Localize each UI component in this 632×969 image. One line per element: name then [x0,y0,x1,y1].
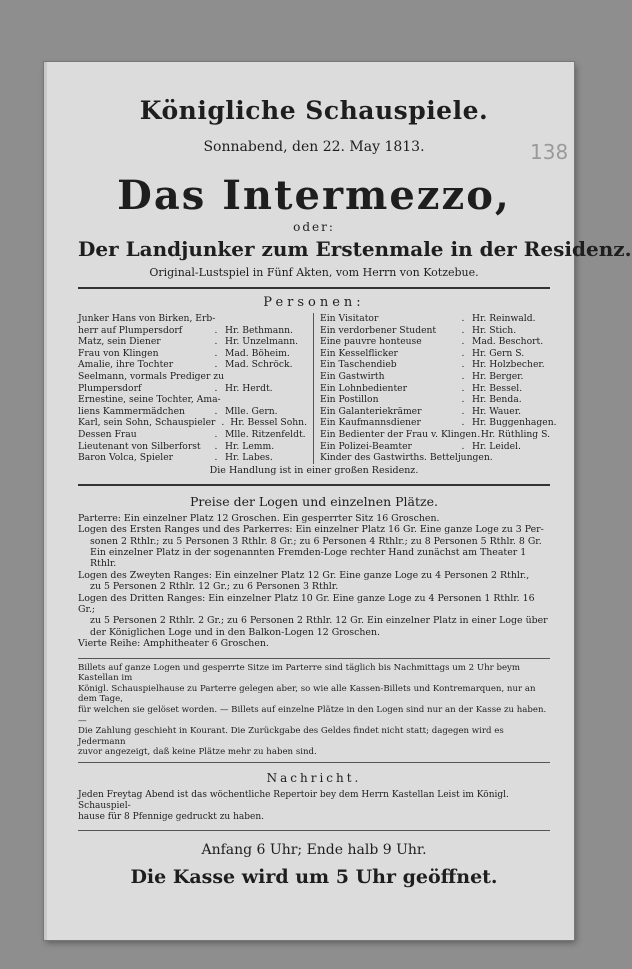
cast-row [320,325,550,337]
cast-row [78,336,307,348]
cast-role: Karl, sein Sohn, Schauspieler [78,417,216,429]
billets-line: für welchen sie gelöset worden. — Billets auf einzelne Plätze in den Logen sind nur an der Kasse zu haben. — [78,704,547,726]
dot-leader: . [221,417,225,429]
theatre-header: Königliche Schauspiele. [139,96,489,125]
billets-line: Königl. Schauspielhause zu Parterre gelegen aber, so wie alle Kassen-Billets und Kontremarquen, nur an dem Tage, [78,683,536,705]
nachricht-line: Jeden Freytag Abend ist das wöchentliche Repertoir bey dem Herrn Kastellan Leist im Königl. Schauspiel- [78,789,509,811]
cast-actor: Hr. Leidel. [472,440,521,452]
cast-role: Ein Taschendieb [320,359,397,371]
cast-actor: Hr. Rüthling S. [480,428,550,440]
cast-actor: Hr. Bethmann. [225,324,293,336]
cast-column-right [314,313,557,464]
cast-row [78,359,307,371]
cast-row [320,313,550,325]
cast-role: Ein Kaufmannsdiener [320,417,421,429]
pencil-annotation: 138 [530,140,569,164]
cast-row [320,383,550,395]
dot-leader [493,452,504,464]
cast-row [320,441,550,453]
prices-list [78,513,550,650]
cast-row [78,371,307,383]
dot-leader: . [461,324,465,336]
price-line: Parterre: Ein einzelner Platz 12 Groschen. Ein gesperrter Sitz 16 Groschen. [78,512,440,524]
divider [78,484,550,486]
dot-leader: . [461,394,465,406]
dot-leader: . [461,359,465,371]
box-office-opening: Die Kasse wird um 5 Uhr geöffnet. [130,865,498,888]
price-line: Logen des Zweyten Ranges: Ein einzelner Platz 12 Gr. Eine ganze Loge zu 4 Personen 2 Rthlr., [78,569,530,581]
cast-row [320,336,550,348]
dot-leader: . [461,405,465,417]
cast-actor [239,371,307,383]
dot-leader: . [214,359,218,371]
dot-leader: . [461,313,465,324]
dot-leader: . [214,336,218,348]
cast-row [320,348,550,360]
dot-leader: . [214,405,218,417]
cast-actor: Hr. Buggenhagen. [472,417,557,429]
dot-leader: . [214,382,218,394]
cast-role: Dessen Frau [78,428,137,440]
cast-actor: Hr. Wauer. [472,405,522,417]
cast-role: liens Kammermädchen [78,405,185,417]
cast-role: Frau von Klingen [78,347,159,359]
dot-leader [221,394,237,406]
nachricht-text [78,790,550,823]
dot-leader: . [477,428,481,440]
cast-row [320,417,557,429]
cast-role: Amalie, ihre Tochter [78,359,174,371]
nachricht-line: hause für 8 Pfennige gedruckt zu haben. [78,811,264,822]
cast-role: Ein Lohnbedienter [320,382,407,394]
cast-row [78,383,307,395]
dot-leader: . [214,440,218,452]
cast-row [78,417,307,429]
cast-row [78,394,307,406]
cast-actor: Hr. Lemm. [225,440,275,452]
dot-leader [215,313,232,325]
billets-line: Die Zahlung geschieht in Kourant. Die Zurückgabe des Geldes findet nicht statt; dagegen wird es Jedermann [78,726,504,747]
price-line: Ein einzelner Platz in der sogenannten Fremden-Loge rechter Hand zunächst am Theater 1 Rthlr. [90,546,527,570]
cast-column-left [78,313,314,464]
price-line: zu 5 Personen 2 Rthlr. 2 Gr.; zu 6 Personen 2 Rthlr. 12 Gr. Ein einzelner Platz in einer Loge über [90,615,548,627]
cast-actor: Mad. Böheim. [225,347,290,359]
dot-leader: . [214,347,218,359]
cast-actor: Hr. Labes. [225,452,273,464]
cast-row [78,325,307,337]
dot-leader: . [214,324,218,336]
cast-role: herr auf Plumpersdorf [78,324,183,336]
dot-leader: . [461,417,465,429]
cast-role: Ein Bedienter der Frau v. Klingen [320,428,477,440]
cast-role: Kinder des Gastwirths. Betteljungen. [320,452,493,464]
cast-role: Ernestine, seine Tochter, Ama- [78,394,221,406]
cast-actor: Hr. Berger. [472,370,524,382]
cast-actor: Mlle. Gern. [225,405,278,417]
prices-heading: Preise der Logen und einzelnen Plätze. [190,493,438,509]
price-line: der Königlichen Loge und in den Balkon-Logen 12 Groschen. [90,626,380,638]
cast-row [78,313,307,325]
cast-actor [232,313,307,325]
cast-role: Ein Polizei-Beamter [320,440,412,452]
cast-row [320,359,550,371]
handlung-note: Die Handlung ist in einer großen Residenz. [209,464,419,476]
divider [78,830,550,831]
performance-date: Sonnabend, den 22. May 1813. [203,139,425,155]
cast-role: Ein Postillon [320,394,379,406]
cast-actor: Hr. Reinwald. [472,313,536,324]
dot-leader: . [214,428,218,440]
cast-actor: Hr. Stich. [472,324,517,336]
cast-actor: Hr. Holzbecher. [472,359,545,371]
dot-leader: . [461,336,465,348]
dot-leader: . [461,440,465,452]
billets-line: Billets auf ganze Logen und gesperrte Sitze im Parterre sind täglich bis Nachmittags um 2 Uhr beym Kastellan im [78,662,521,684]
cast-actor [236,394,307,406]
cast-role: Ein Visitator [320,313,379,324]
cast-row [320,406,550,418]
cast-actor: Hr. Herdt. [225,382,273,394]
cast-row [78,452,307,464]
dot-leader [224,371,239,383]
nachricht-heading: Nachricht. [266,770,362,785]
cast-row [320,394,550,406]
cast-role: Ein Galanteriekrämer [320,405,422,417]
cast-row [78,429,307,441]
cast-list [78,313,557,464]
cast-role: Ein Gastwirth [320,370,385,382]
cast-role: Plumpersdorf [78,382,142,394]
price-line: Vierte Reihe: Amphitheater 6 Groschen. [78,638,269,650]
play-genre: Original-Lustspiel in Fünf Akten, vom Herrn von Kotzebue. [149,266,479,279]
cast-role: Matz, sein Diener [78,336,161,348]
price-line: sonen 2 Rthlr.; zu 5 Personen 3 Rthlr. 8 Gr.; zu 6 Personen 4 Rthlr.; zu 8 Personen 5 Rthlr. 8 Gr. [90,535,542,547]
divider [78,287,550,289]
cast-actor: Mlle. Ritzenfeldt. [225,428,306,440]
cast-role: Eine pauvre honteuse [320,336,422,348]
cast-row [78,406,307,418]
playbill-content [78,90,632,889]
cast-actor: Hr. Bessel. [472,382,523,394]
cast-actor: Mad. Schröck. [225,359,293,371]
cast-row [320,371,550,383]
play-subtitle: Der Landjunker zum Erstenmale in der Residenz. [78,237,632,261]
dot-leader: . [461,370,465,382]
cast-actor: Mad. Beschort. [472,336,544,348]
cast-role: Lieutenant von Silberforst [78,440,201,452]
cast-actor: Hr. Benda. [472,394,522,406]
billets-line: zuvor angezeigt, daß keine Plätze mehr zu haben sind. [78,747,317,758]
dot-leader: . [461,347,465,359]
billets-notice [78,658,550,763]
cast-role: Ein Kesselflicker [320,347,398,359]
dot-leader: . [214,452,218,464]
cast-row [78,348,307,360]
start-end-time: Anfang 6 Uhr; Ende halb 9 Uhr. [201,841,427,858]
paper-fold-edge [44,62,47,940]
cast-row [78,441,307,453]
dot-leader: . [461,382,465,394]
price-line: Logen des Ersten Ranges und des Parkerres: Ein einzelner Platz 16 Gr. Eine ganze Loge zu 3 Per- [78,524,544,536]
cast-actor: Hr. Gern S. [472,347,525,359]
cast-row [320,452,550,464]
price-line: Logen des Dritten Ranges: Ein einzelner Platz 10 Gr. Eine ganze Loge zu 4 Personen 1 Rthlr. 16 Gr.; [78,592,535,615]
cast-role: Seelmann, vormals Prediger zu [78,370,225,382]
cast-actor [503,452,550,464]
cast-role: Ein verdorbener Student [320,324,437,336]
cast-role: Baron Volca, Spieler [78,452,174,464]
cast-role: Junker Hans von Birken, Erb- [78,313,216,324]
price-line: zu 5 Personen 2 Rthlr. 12 Gr.; zu 6 Personen 3 Rthlr. [90,581,339,593]
oder-conjunction: oder: [293,220,335,234]
cast-actor: Hr. Bessel Sohn. [230,417,307,429]
personen-heading: Personen: [263,295,365,310]
cast-actor: Hr. Unzelmann. [225,336,299,348]
play-title: Das Intermezzo, [117,172,511,219]
cast-row [320,429,550,441]
